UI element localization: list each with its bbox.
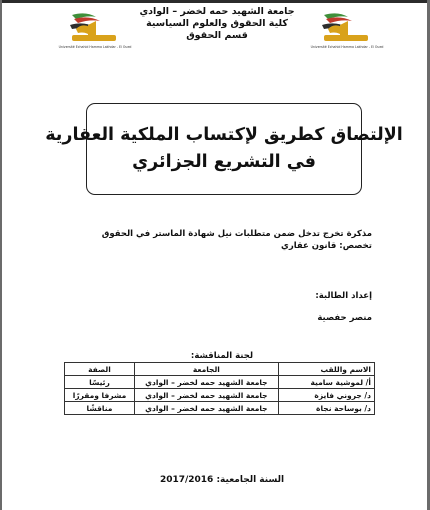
- thesis-specialization: تخصص: قانون عقاري: [281, 241, 372, 251]
- member-role: مناقشًا: [65, 402, 135, 415]
- logo-caption-left: Université Echahid Hamma Lakhdar - El Oued: [58, 45, 132, 49]
- member-name: د/ بوساحة نجاة: [278, 402, 374, 415]
- thesis-title-box: [45, 103, 403, 195]
- member-name: د/ جروني فايزة: [278, 389, 374, 402]
- table-row: [65, 376, 375, 389]
- department-name: قسم الحقوق: [186, 30, 248, 41]
- header-name: الاسم واللقب: [278, 363, 374, 376]
- student-name: منصر حفصية: [317, 313, 372, 323]
- member-name: أ/ لموشية سامية: [278, 376, 374, 389]
- faculty-name: كلية الحقوق والعلوم السياسية: [146, 18, 288, 29]
- header-role: الصفة: [65, 363, 135, 376]
- logo-caption-right: Université Echahid Hamma Lakhdar - El Oued: [310, 45, 384, 49]
- member-role: رئيسًا: [65, 376, 135, 389]
- prepared-by: [82, 290, 372, 324]
- title-line-2: في التشريع الجزائري: [132, 152, 316, 172]
- table-row: [65, 402, 375, 415]
- table-row: [65, 389, 375, 402]
- member-university: جامعة الشهيد حمه لخضر – الوادي: [134, 389, 278, 402]
- university-logo-left: [58, 9, 132, 53]
- university-logo-right: [310, 9, 384, 53]
- title-line-1: الإلتصاق كطريق لإكتساب الملكية العقارية: [45, 125, 403, 145]
- university-name: جامعة الشهيد حمه لخضر – الوادي: [139, 6, 295, 17]
- committee-table: [64, 362, 375, 415]
- header-university: الجامعة: [134, 363, 278, 376]
- member-role: مشرفا ومقررًا: [65, 389, 135, 402]
- committee-header-row: [65, 363, 375, 376]
- institution-header: [122, 6, 312, 42]
- top-border: [2, 0, 427, 3]
- member-university: جامعة الشهيد حمه لخضر – الوادي: [134, 402, 278, 415]
- prepared-by-label: إعداد الطالبة:: [315, 291, 372, 301]
- academic-year: السنة الجامعية: 2017/2016: [159, 475, 285, 485]
- committee-label: لجنة المناقشة:: [190, 351, 254, 361]
- thesis-purpose: مذكرة تخرج تدخل ضمن متطلبات نيل شهادة الماستر في الحقوق: [101, 229, 372, 239]
- document-page: [2, 0, 427, 510]
- thesis-info: [82, 228, 372, 252]
- member-university: جامعة الشهيد حمه لخضر – الوادي: [134, 376, 278, 389]
